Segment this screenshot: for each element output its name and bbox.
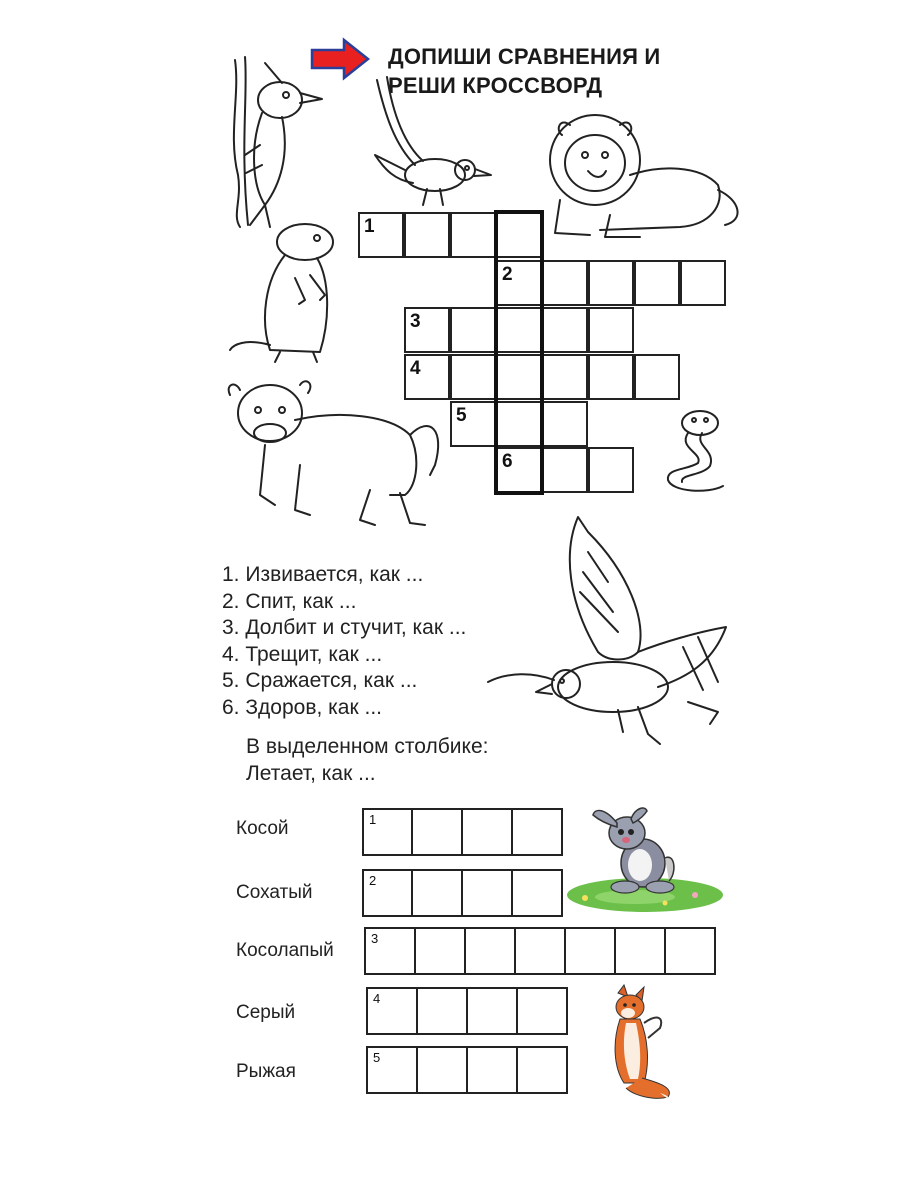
crossword-cell[interactable] xyxy=(404,354,450,400)
crossword-cell[interactable] xyxy=(416,1046,468,1094)
row-label: Косой xyxy=(236,818,289,839)
crossword-cell[interactable] xyxy=(414,927,466,975)
eagle-icon xyxy=(488,512,733,752)
clue-number: 3 xyxy=(410,311,421,332)
crossword-cell[interactable] xyxy=(404,212,450,258)
clue-item: 3. Долбит и стучит, как ... xyxy=(222,616,467,639)
clue-item: 2. Спит, как ... xyxy=(222,589,357,613)
crossword-cell[interactable] xyxy=(511,808,563,856)
crossword-cell[interactable] xyxy=(588,354,634,400)
clue-number: 6 xyxy=(502,451,513,472)
crossword-cell[interactable] xyxy=(411,869,463,917)
crossword-cell[interactable] xyxy=(542,354,588,400)
snake-icon xyxy=(658,408,738,498)
clue-number: 2 xyxy=(369,873,377,888)
row-label: Рыжая xyxy=(236,1061,296,1082)
crossword-cell[interactable] xyxy=(358,212,404,258)
highlight-note xyxy=(246,734,488,787)
crossword-cell[interactable] xyxy=(634,354,680,400)
crossword-cell[interactable] xyxy=(362,808,413,856)
crossword-cell[interactable] xyxy=(450,212,496,258)
crossword-cell[interactable] xyxy=(461,869,513,917)
lion-icon xyxy=(540,105,745,245)
crossword-cell[interactable] xyxy=(411,808,463,856)
crossword-cell[interactable] xyxy=(362,869,413,917)
crossword-cell[interactable] xyxy=(516,987,568,1035)
crossword-cell[interactable] xyxy=(366,987,418,1035)
clue-number: 4 xyxy=(373,991,381,1006)
crossword-cell[interactable] xyxy=(461,808,513,856)
clue-number: 3 xyxy=(371,931,379,946)
highlight-line-2: Летает, как ... xyxy=(246,761,376,785)
crossword-cell[interactable] xyxy=(588,260,634,306)
highlight-line-1: В выделенном столбике: xyxy=(246,735,489,758)
clue-item: 1. Извивается, как ... xyxy=(222,563,424,586)
clue-item: 6. Здоров, как ... xyxy=(222,695,383,719)
crossword-cell[interactable] xyxy=(680,260,726,306)
crossword-cell[interactable] xyxy=(450,354,496,400)
highlighted-column xyxy=(494,210,544,495)
crossword-cell[interactable] xyxy=(588,307,634,353)
marmot-icon xyxy=(225,220,345,365)
title-line-1: ДОПИШИ СРАВНЕНИЯ И xyxy=(388,44,661,69)
clue-number: 1 xyxy=(364,216,375,237)
crossword-cell[interactable] xyxy=(464,927,516,975)
fox-icon xyxy=(598,983,678,1103)
row-label: Косолапый xyxy=(236,940,334,961)
clue-item: 4. Трещит, как ... xyxy=(222,642,383,666)
crossword-cell[interactable] xyxy=(450,401,496,447)
crossword-cell[interactable] xyxy=(466,1046,518,1094)
crossword-cell[interactable] xyxy=(466,987,518,1035)
crossword-cell[interactable] xyxy=(588,447,634,493)
clue-number: 1 xyxy=(369,812,377,827)
clue-number: 5 xyxy=(373,1050,381,1065)
crossword-cell[interactable] xyxy=(634,260,680,306)
clue-number: 4 xyxy=(410,358,421,379)
crossword-cell[interactable] xyxy=(514,927,566,975)
crossword-cell[interactable] xyxy=(542,401,588,447)
crossword-cell[interactable] xyxy=(366,1046,418,1094)
crossword-cell[interactable] xyxy=(511,869,563,917)
clue-item: 5. Сражается, как ... xyxy=(222,669,418,692)
crossword-cell[interactable] xyxy=(542,447,588,493)
magpie-icon xyxy=(365,75,495,210)
crossword-cell[interactable] xyxy=(404,307,450,353)
woodpecker-icon xyxy=(220,55,330,230)
clue-number: 2 xyxy=(502,264,513,285)
crossword-cell[interactable] xyxy=(614,927,666,975)
clue-number: 5 xyxy=(456,405,467,426)
title-line-2: РЕШИ КРОССВОРД xyxy=(388,73,603,98)
rabbit-icon xyxy=(565,803,725,918)
clue-list xyxy=(222,562,466,721)
crossword-cell[interactable] xyxy=(542,260,588,306)
crossword-cell[interactable] xyxy=(542,307,588,353)
crossword-cell[interactable] xyxy=(516,1046,568,1094)
row-label: Сохатый xyxy=(236,882,313,903)
crossword-cell[interactable] xyxy=(416,987,468,1035)
crossword-cell[interactable] xyxy=(564,927,616,975)
crossword-cell[interactable] xyxy=(364,927,416,975)
crossword-cell[interactable] xyxy=(664,927,716,975)
crossword-cell[interactable] xyxy=(450,307,496,353)
row-label: Серый xyxy=(236,1002,296,1023)
